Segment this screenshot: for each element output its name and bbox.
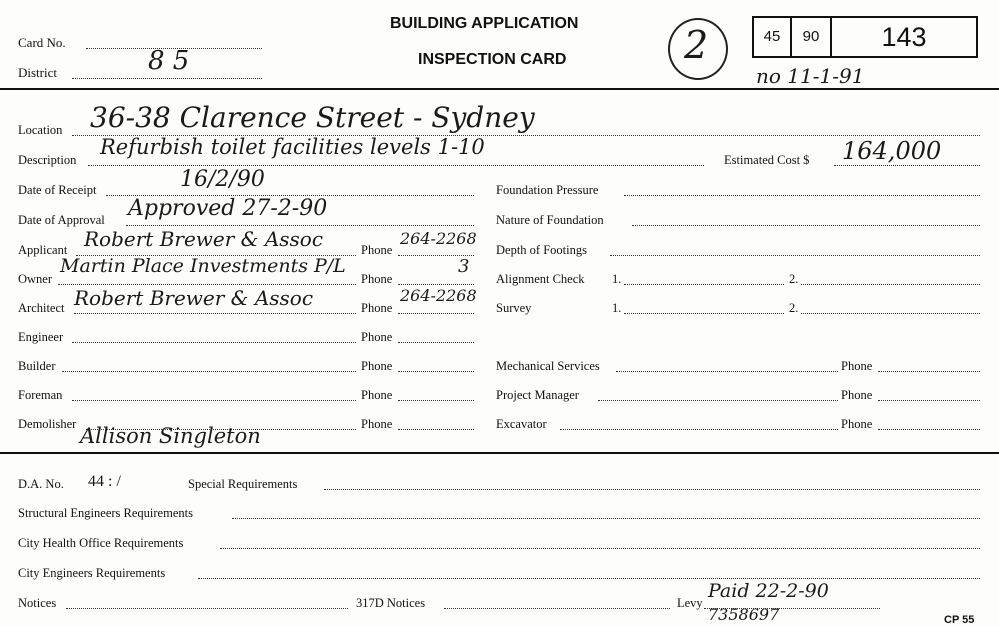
applicant-phone-label: Phone [361,243,393,257]
da-no-label: D.A. No. [18,477,64,491]
demolisher-label: Demolisher [18,417,77,431]
owner-phone-label: Phone [361,272,393,286]
survey-label: Survey [496,301,532,315]
depth-of-footings-label: Depth of Footings [496,243,587,257]
alignment-check-line-1 [624,284,784,285]
notices-line [66,608,348,609]
city-health-line [220,548,980,549]
district-value: 8 5 [148,46,190,76]
header-note: no 11-1-91 [756,64,865,88]
foreman-phone-label: Phone [361,388,393,402]
foreman-phone-line [398,400,474,401]
city-engineers-label: City Engineers Requirements [18,566,166,580]
survey-line-2 [801,313,980,314]
project-manager-line [598,400,838,401]
date-of-receipt-label: Date of Receipt [18,183,97,197]
levy-receipt: 7358697 [708,605,780,624]
mechanical-services-phone-label: Phone [841,359,873,373]
excavator-phone-line [878,429,980,430]
card-no-label: Card No. [18,35,66,50]
owner-phone-value: 3 [458,256,470,277]
demolisher-phone-line [398,429,474,430]
applicant-label: Applicant [18,243,68,257]
form-code: CP 55 [944,614,975,626]
levy-label: Levy [677,596,703,610]
city-health-label: City Health Office Requirements [18,536,184,550]
alignment-check-label: Alignment Check [496,272,585,286]
foreman-label: Foreman [18,388,63,402]
project-manager-phone-line [878,400,980,401]
engineer-phone-line [398,342,474,343]
district-label: District [18,65,57,80]
demolisher-phone-label: Phone [361,417,393,431]
317d-notices-label: 317D Notices [356,596,426,610]
requirements-divider [0,452,999,454]
owner-label: Owner [18,272,53,286]
survey-line-1 [624,313,784,314]
levy-value: Paid 22-2-90 [708,580,829,602]
structural-engineers-line [232,518,980,519]
alignment-check-num-2: 2. [789,272,799,286]
estimated-cost-value: 164,000 [842,137,942,165]
depth-of-footings-line [610,255,980,256]
description-label: Description [18,153,77,167]
owner-value: Martin Place Investments P/L [60,255,346,277]
city-engineers-line [198,578,980,579]
excavator-line [560,429,838,430]
date-of-approval-value: Approved 27-2-90 [128,196,328,221]
engineer-phone-label: Phone [361,330,393,344]
mechanical-services-line [616,371,838,372]
header-divider [0,88,999,90]
builder-label: Builder [18,359,56,373]
nature-of-foundation-label: Nature of Foundation [496,213,604,227]
number-box-1: 45 [752,16,792,58]
survey-num-2: 2. [789,301,799,315]
date-of-receipt-value: 16/2/90 [180,167,265,192]
architect-label: Architect [18,301,65,315]
alignment-check-line-2 [801,284,980,285]
architect-line [74,313,356,314]
owner-phone-line [398,284,474,285]
mechanical-services-phone-line [878,371,980,372]
form-title-line2: INSPECTION CARD [418,51,567,68]
special-requirements-label: Special Requirements [188,477,298,491]
location-value: 36-38 Clarence Street - Sydney [90,101,535,134]
survey-num-1: 1. [612,301,622,315]
special-requirements-line [324,489,980,490]
builder-line [62,371,356,372]
location-label: Location [18,123,63,137]
applicant-value: Robert Brewer & Assoc [84,227,324,251]
architect-value: Robert Brewer & Assoc [74,286,314,310]
mechanical-services-label: Mechanical Services [496,359,600,373]
date-of-approval-label: Date of Approval [18,213,105,227]
foreman-line [72,400,356,401]
applicant-phone-value: 264-2268 [400,229,477,248]
engineer-line [72,342,356,343]
circled-number: 2 [684,23,709,67]
description-line [88,165,704,166]
date-of-approval-line [126,225,474,226]
da-no-value: 44 : / [88,473,121,490]
foundation-pressure-label: Foundation Pressure [496,183,599,197]
foundation-pressure-line [624,195,980,196]
architect-phone-line [398,313,474,314]
district-line [72,78,262,79]
signature: Allison Singleton [80,424,261,448]
builder-phone-label: Phone [361,359,393,373]
nature-of-foundation-line [632,225,980,226]
estimated-cost-line [834,165,980,166]
317d-notices-line [444,608,670,609]
description-value: Refurbish toilet facilities levels 1-10 [100,135,485,159]
notices-label: Notices [18,596,57,610]
excavator-phone-label: Phone [841,417,873,431]
estimated-cost-label: Estimated Cost $ [724,153,810,167]
structural-engineers-label: Structural Engineers Requirements [18,506,193,520]
excavator-label: Excavator [496,417,547,431]
form-title-line1: BUILDING APPLICATION [390,15,579,32]
architect-phone-label: Phone [361,301,393,315]
engineer-label: Engineer [18,330,64,344]
number-box-3: 143 [830,16,978,58]
alignment-check-num-1: 1. [612,272,622,286]
number-box-2: 90 [790,16,832,58]
project-manager-label: Project Manager [496,388,579,402]
builder-phone-line [398,371,474,372]
architect-phone-value: 264-2268 [400,286,477,305]
project-manager-phone-label: Phone [841,388,873,402]
owner-line [58,284,356,285]
